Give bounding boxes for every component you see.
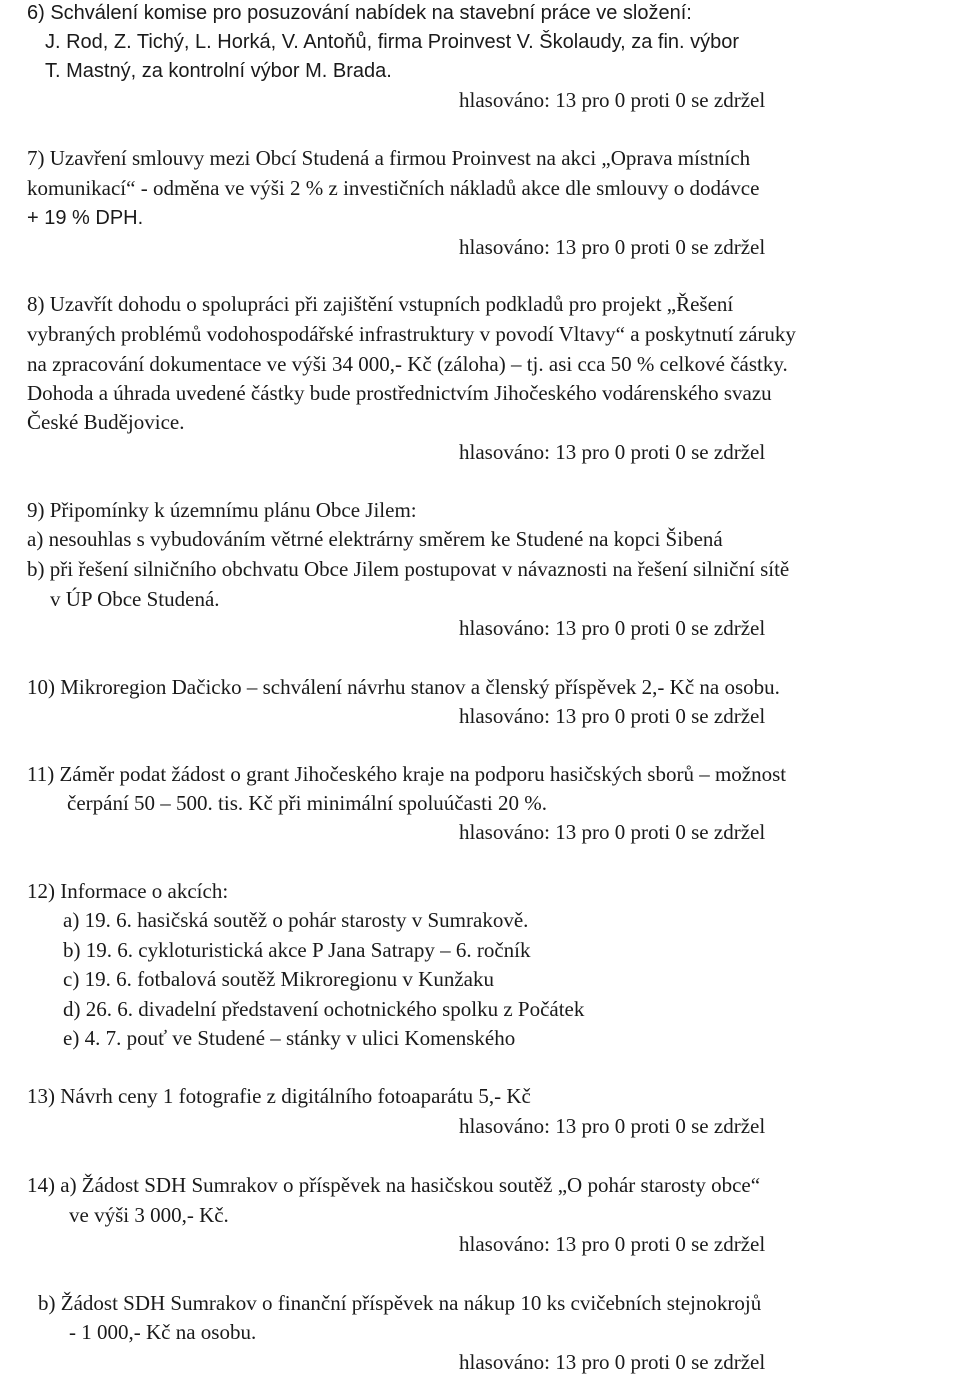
item-9-line-1: 9) Připomínky k územnímu plánu Obce Jilem: bbox=[27, 498, 417, 522]
item-12-event-a: a) 19. 6. hasičská soutěž o pohár starosty v Sumrakově. bbox=[63, 908, 529, 932]
item-14b-line-2: - 1 000,- Kč na osobu. bbox=[69, 1320, 257, 1344]
item-7-line-1: 7) Uzavření smlouvy mezi Obcí Studená a firmou Proinvest na akci „Oprava místních bbox=[27, 146, 751, 170]
item-6-line-1: 6) Schválení komise pro posuzování nabídek na stavební práce ve složení: bbox=[27, 2, 692, 24]
item-8-line-1: 8) Uzavřít dohodu o spolupráci při zajištění vstupních podkladů pro projekt „Řešení bbox=[27, 292, 734, 316]
item-12-event-b: b) 19. 6. cykloturistická akce P Jana Satrapy – 6. ročník bbox=[63, 938, 531, 962]
item-14a-line-2: ve výši 3 000,- Kč. bbox=[69, 1203, 229, 1227]
item-12-event-c: c) 19. 6. fotbalová soutěž Mikroregionu v Kunžaku bbox=[63, 967, 494, 991]
item-6-line-2: J. Rod, Z. Tichý, L. Horká, V. Antoňů, firma Proinvest V. Školaudy, za fin. výbor bbox=[45, 31, 740, 53]
item-9-line-3: b) při řešení silničního obchvatu Obce Jilem postupovat v návaznosti na řešení silniční sítě bbox=[27, 557, 790, 581]
item-8-line-5: České Budějovice. bbox=[27, 410, 185, 434]
item-8-line-2: vybraných problémů vodohospodářské infrastruktury v povodí Vltavy“ a poskytnutí záruky bbox=[27, 322, 796, 346]
item-12-line-1: 12) Informace o akcích: bbox=[27, 879, 229, 903]
item-13-line-1: 13) Návrh ceny 1 fotografie z digitálního fotoaparátu 5,- Kč bbox=[27, 1084, 531, 1108]
item-10-line-1: 10) Mikroregion Dačicko – schválení návrhu stanov a členský příspěvek 2,- Kč na osobu. bbox=[27, 675, 780, 699]
item-7-line-2: komunikací“ - odměna ve výši 2 % z investičních nákladů akce dle smlouvy o dodávce bbox=[27, 176, 760, 200]
item-14a-vote: hlasováno: 13 pro 0 proti 0 se zdržel bbox=[459, 1232, 766, 1256]
item-11-line-2: čerpání 50 – 500. tis. Kč při minimální spoluúčasti 20 %. bbox=[67, 791, 548, 815]
item-8-line-3: na zpracování dokumentace ve výši 34 000,- Kč (záloha) – tj. asi cca 50 % celkové částky. bbox=[27, 352, 788, 376]
item-6-vote: hlasováno: 13 pro 0 proti 0 se zdržel bbox=[459, 88, 766, 112]
item-6-line-3: T. Mastný, za kontrolní výbor M. Brada. bbox=[45, 60, 392, 82]
item-8-vote: hlasováno: 13 pro 0 proti 0 se zdržel bbox=[459, 440, 766, 464]
item-9-line-4: v ÚP Obce Studená. bbox=[50, 587, 220, 611]
item-9-vote: hlasováno: 13 pro 0 proti 0 se zdržel bbox=[459, 616, 766, 640]
item-11-line-1: 11) Záměr podat žádost o grant Jihočeského kraje na podporu hasičských sborů – možnost bbox=[27, 762, 787, 786]
item-14a-line-1: 14) a) Žádost SDH Sumrakov o příspěvek na hasičskou soutěž „O pohár starosty obce“ bbox=[27, 1173, 761, 1197]
item-12-event-d: d) 26. 6. divadelní představení ochotnického spolku z Počátek bbox=[63, 997, 585, 1021]
item-7-line-3: + 19 % DPH. bbox=[27, 207, 144, 229]
item-11-vote: hlasováno: 13 pro 0 proti 0 se zdržel bbox=[459, 820, 766, 844]
item-14b-vote: hlasováno: 13 pro 0 proti 0 se zdržel bbox=[459, 1350, 766, 1374]
item-12-event-e: e) 4. 7. pouť ve Studené – stánky v ulici Komenského bbox=[63, 1026, 516, 1050]
item-9-line-2: a) nesouhlas s vybudováním větrné elektrárny směrem ke Studené na kopci Šibená bbox=[27, 527, 723, 551]
item-13-vote: hlasováno: 13 pro 0 proti 0 se zdržel bbox=[459, 1114, 766, 1138]
item-8-line-4: Dohoda a úhrada uvedené částky bude prostřednictvím Jihočeského vodárenského svazu bbox=[27, 381, 772, 405]
item-10-vote: hlasováno: 13 pro 0 proti 0 se zdržel bbox=[459, 704, 766, 728]
item-14b-line-1: b) Žádost SDH Sumrakov o finanční příspěvek na nákup 10 ks cvičebních stejnokrojů bbox=[38, 1291, 762, 1315]
item-7-vote: hlasováno: 13 pro 0 proti 0 se zdržel bbox=[459, 235, 766, 259]
